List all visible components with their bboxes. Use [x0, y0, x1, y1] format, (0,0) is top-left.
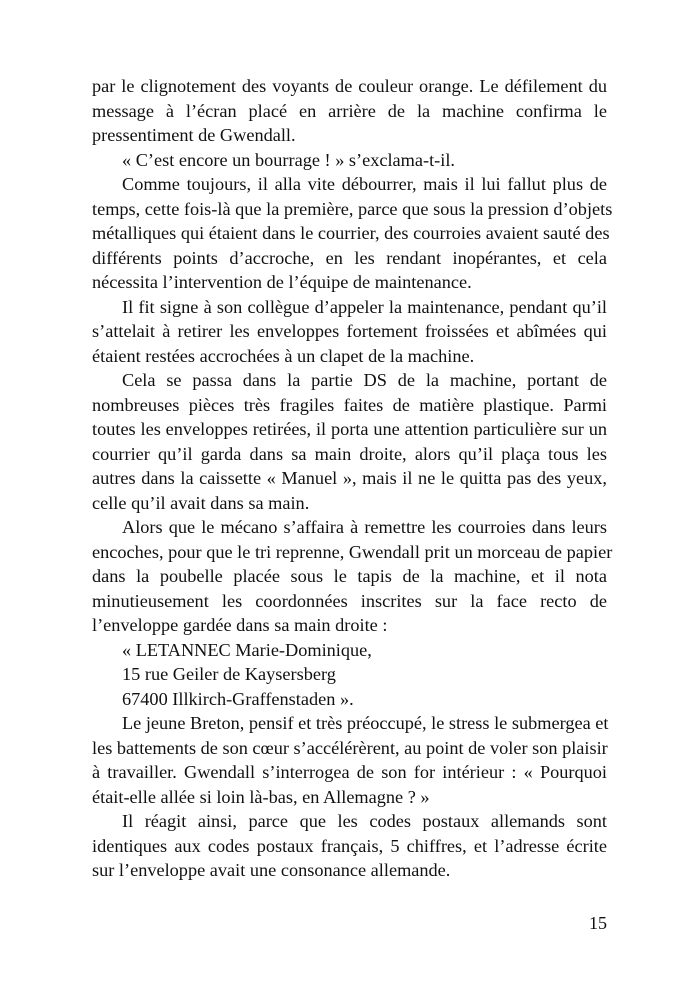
text-line: minutieusement les coordonnées inscrites sur la face recto de	[92, 590, 607, 611]
paragraph	[92, 295, 607, 369]
text-line: temps, cette fois-là que la première, parce que sous la pression d’objets	[92, 198, 613, 219]
text-line: pressentiment de Gwendall.	[92, 125, 296, 145]
text-line: métalliques qui étaient dans le courrier, des courroies avaient sauté des	[92, 223, 610, 243]
text-line: étaient restées accrochées à un clapet de la machine.	[92, 345, 475, 366]
paragraph	[92, 172, 613, 295]
text-line: Il fit signe à son collègue d’appeler la maintenance, pendant qu’il	[122, 296, 607, 317]
text-line: à travailler. Gwendall s’interrogea de son for intérieur : « Pourquoi	[92, 762, 607, 782]
text-line: « C’est encore un bourrage ! » s’exclama-t-il.	[122, 149, 455, 170]
text-line: autres dans la caissette « Manuel », mais il ne le quitta pas des yeux,	[92, 468, 607, 488]
text-line: était-elle allée si loin là-bas, en Allemagne ? »	[92, 786, 430, 807]
paragraph	[92, 368, 607, 515]
text-line: par le clignotement des voyants de couleur orange. Le défilement du	[92, 76, 607, 96]
text-line: 67400 Illkirch-Graffenstaden ».	[122, 688, 354, 709]
paragraph	[92, 638, 607, 663]
text-line: celle qu’il avait dans sa main.	[92, 492, 310, 513]
text-line: Alors que le mécano s’affaira à remettre les courroies dans leurs	[122, 517, 607, 537]
text-line: Comme toujours, il alla vite débourrer, mais il lui fallut plus de	[122, 174, 607, 194]
paragraph	[92, 74, 607, 148]
page-number: 15	[589, 913, 607, 933]
paragraph	[92, 711, 607, 809]
text-line: nombreuses pièces très fragiles faites de matière plastique. Parmi	[92, 394, 607, 415]
text-line: l’enveloppe gardée dans sa main droite :	[92, 615, 388, 635]
text-line: identiques aux codes postaux français, 5 chiffres, et l’adresse écrite	[92, 835, 607, 856]
text-line: Le jeune Breton, pensif et très préoccupé, le stress le submergea et	[122, 713, 609, 733]
text-line: différents points d’accroche, en les rendant inopérantes, et cela	[92, 247, 607, 268]
text-line: sur l’enveloppe avait une consonance allemande.	[92, 860, 451, 880]
text-line: encoches, pour que le tri reprenne, Gwendall prit un morceau de papier	[92, 541, 613, 562]
text-line: message à l’écran placé en arrière de la machine confirma le	[92, 100, 607, 121]
paragraph	[92, 515, 613, 638]
text-line: les battements de son cœur s’accélérèrent, au point de voler son plaisir	[92, 737, 608, 758]
text-line: nécessita l’intervention de l’équipe de maintenance.	[92, 272, 472, 292]
text-line: Cela se passa dans la partie DS de la machine, portant de	[122, 370, 607, 390]
text-line: 15 rue Geiler de Kaysersberg	[122, 664, 336, 684]
paragraph	[92, 662, 607, 687]
paragraph	[92, 148, 607, 173]
text-line: dans la poubelle placée sous le tapis de la machine, et il nota	[92, 566, 607, 586]
text-line: toutes les enveloppes retirées, il porta une attention particulière sur un	[92, 419, 607, 439]
body-text	[92, 74, 613, 883]
text-line: « LETANNEC Marie-Dominique,	[122, 639, 372, 660]
paragraph	[92, 809, 607, 883]
text-line: courrier qu’il garda dans sa main droite, alors qu’il plaça tous les	[92, 443, 607, 464]
paragraph	[92, 687, 607, 712]
text-line: Il réagit ainsi, parce que les codes postaux allemands sont	[122, 811, 607, 831]
text-line: s’attelait à retirer les enveloppes fortement froissées et abîmées qui	[92, 321, 607, 341]
